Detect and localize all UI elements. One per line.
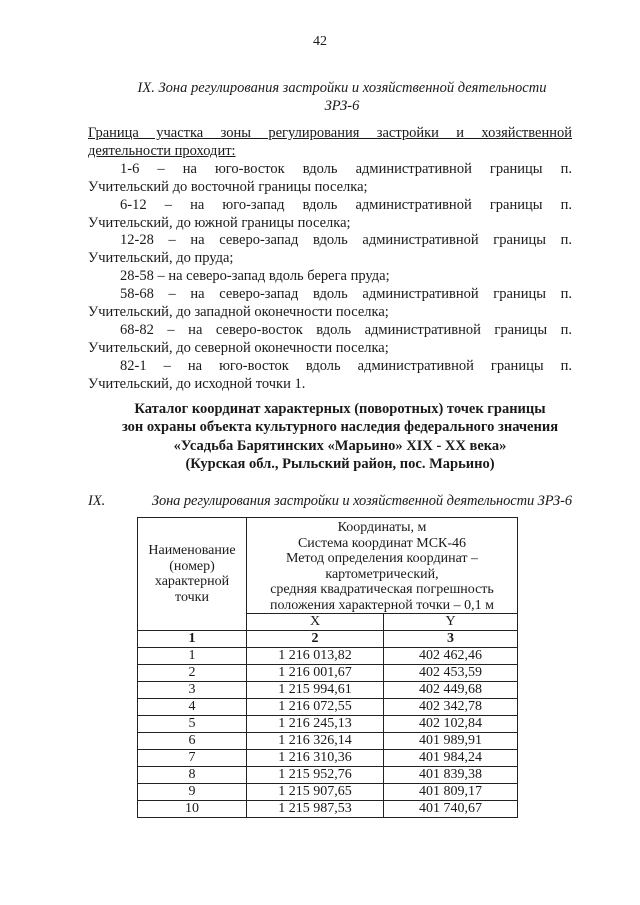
point-number-cell: 1: [138, 648, 247, 665]
boundary-item: [88, 358, 572, 394]
boundary-item: [88, 268, 572, 286]
boundary-heading-line1: Граница участка зоны регулирования застройки и хозяйственной: [88, 125, 572, 141]
point-number-cell: 6: [138, 733, 247, 750]
y-value-cell: 402 453,59: [384, 665, 518, 682]
x-value-cell: 1 215 987,53: [247, 801, 384, 818]
x-header-cell: X: [247, 614, 384, 631]
table-row: [138, 784, 518, 801]
y-header-cell: Y: [384, 614, 518, 631]
boundary-item-line1: 82-1 – на юго-восток вдоль административной границы п.: [120, 357, 572, 374]
boundary-item-line2: Учительский, до исходной точки 1.: [88, 375, 306, 392]
y-value-cell: 402 449,68: [384, 682, 518, 699]
table-row: [138, 801, 518, 818]
boundary-description: [88, 125, 572, 394]
boundary-item: [88, 286, 572, 322]
x-value-cell: 1 215 952,76: [247, 767, 384, 784]
point-number-cell: 5: [138, 716, 247, 733]
boundary-heading-line2: деятельности проходит:: [88, 142, 236, 159]
catalog-title: [60, 400, 620, 473]
boundary-item-line1: 68-82 – на северо-восток вдоль административной границы п.: [120, 321, 572, 338]
x-value-cell: 1 216 001,67: [247, 665, 384, 682]
coordinates-header-cell: [247, 518, 518, 614]
y-value-cell: 401 989,91: [384, 733, 518, 750]
y-value-cell: 402 102,84: [384, 716, 518, 733]
boundary-item-line2: Учительский, до западной оконечности поселка;: [88, 304, 389, 321]
x-value-cell: 1 216 013,82: [247, 648, 384, 665]
boundary-item-line2: Учительский, до северной оконечности поселка;: [88, 339, 389, 356]
zone-caption: [88, 492, 572, 510]
boundary-item-line2: Учительский до восточной границы поселка;: [88, 178, 368, 195]
index-cell: 3: [384, 631, 518, 648]
y-value-cell: 401 984,24: [384, 750, 518, 767]
table-row: [138, 648, 518, 665]
x-value-cell: 1 216 326,14: [247, 733, 384, 750]
y-value-cell: 402 462,46: [384, 648, 518, 665]
y-value-cell: 401 839,38: [384, 767, 518, 784]
section-title: [92, 79, 592, 115]
name-header-line: характерной: [154, 574, 230, 589]
x-value-cell: 1 215 907,65: [247, 784, 384, 801]
boundary-item: [88, 322, 572, 358]
point-number-cell: 7: [138, 750, 247, 767]
section-title-line1: IX. Зона регулирования застройки и хозяйственной деятельности: [137, 80, 547, 96]
boundary-item-line2: Учительский, до пруда;: [88, 250, 234, 267]
table-row: [138, 665, 518, 682]
boundary-item-line1: 12-28 – на северо-запад вдоль административной границы п.: [120, 232, 572, 249]
x-value-cell: 1 216 245,13: [247, 716, 384, 733]
point-number-cell: 2: [138, 665, 247, 682]
name-header-cell: [138, 518, 247, 631]
y-value-cell: 401 740,67: [384, 801, 518, 818]
name-header-line: Наименование: [148, 543, 236, 558]
boundary-item: [88, 197, 572, 233]
section-title-line2: ЗРЗ-6: [324, 98, 360, 114]
boundary-item-line1: 28-58 – на северо-запад вдоль берега пруда;: [120, 268, 390, 285]
y-value-cell: 402 342,78: [384, 699, 518, 716]
coordinates-table: [137, 517, 518, 818]
point-number-cell: 10: [138, 801, 247, 818]
table-row: [138, 682, 518, 699]
name-header-line: (номер): [169, 558, 215, 574]
boundary-item: [88, 161, 572, 197]
zone-caption-text: Зона регулирования застройки и хозяйственной деятельности ЗРЗ-6: [151, 493, 572, 509]
index-cell: 2: [247, 631, 384, 648]
point-number-cell: 4: [138, 699, 247, 716]
table-row: [138, 716, 518, 733]
catalog-title-line1: Каталог координат характерных (поворотных) точек границы: [134, 401, 546, 417]
coord-header-line: картометрический,: [325, 566, 439, 582]
catalog-title-line2: зон охраны объекта культурного наследия федерального значения: [121, 419, 559, 436]
page-number: 42: [313, 34, 327, 49]
boundary-item-line2: Учительский, до южной границы поселка;: [88, 214, 351, 231]
catalog-title-line4: (Курская обл., Рыльский район, пос. Марьино): [185, 455, 495, 472]
table-row: [138, 733, 518, 750]
table-row: [138, 699, 518, 716]
y-value-cell: 401 809,17: [384, 784, 518, 801]
x-value-cell: 1 216 310,36: [247, 750, 384, 767]
table-header-row: [138, 518, 518, 614]
boundary-item-line1: 1-6 – на юго-восток вдоль административной границы п.: [120, 160, 572, 177]
name-header-line: точки: [175, 589, 209, 605]
boundary-item-line1: 58-68 – на северо-запад вдоль административной границы п.: [120, 286, 572, 303]
coord-header-line: Координаты, м: [337, 520, 427, 535]
coord-header-line: Метод определения координат –: [285, 551, 479, 566]
table-row: [138, 767, 518, 784]
coord-header-line: Система координат МСК-46: [297, 535, 467, 551]
boundary-item: [88, 232, 572, 268]
table-row: [138, 750, 518, 767]
coord-header-line: положения характерной точки – 0,1 м: [269, 597, 494, 613]
index-cell: 1: [138, 631, 247, 648]
catalog-title-line3: «Усадьба Барятинских «Марьино» XIX - XX века»: [173, 437, 507, 454]
zone-caption-number: IX.: [88, 493, 106, 509]
x-value-cell: 1 216 072,55: [247, 699, 384, 716]
point-number-cell: 8: [138, 767, 247, 784]
table-index-row: [138, 631, 518, 648]
point-number-cell: 9: [138, 784, 247, 801]
point-number-cell: 3: [138, 682, 247, 699]
coord-header-line: средняя квадратическая погрешность: [270, 582, 494, 597]
x-value-cell: 1 215 994,61: [247, 682, 384, 699]
boundary-item-line1: 6-12 – на юго-запад вдоль административной границы п.: [120, 196, 572, 213]
